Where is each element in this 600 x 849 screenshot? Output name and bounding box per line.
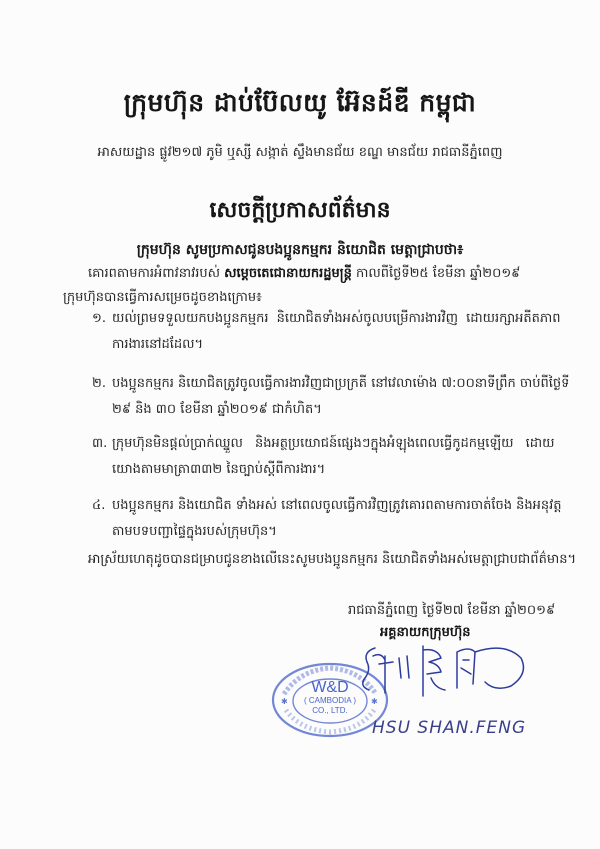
svg-text:✱: ✱ — [371, 697, 378, 706]
list-item-number: ១. — [92, 311, 106, 326]
list-item-line: ក្រុមហ៊ុនមិនផ្តល់ប្រាក់ឈ្នួល និងអត្ថប្រយោជន៍ផ្សេងៗក្នុងអំឡុងពេលធ្វើកូដកម្មឡើយ ដោយ — [112, 436, 555, 451]
list-item-line: បងប្អូនកម្មករ និងយោជិត ទាំងអស់ នៅពេលចូលធ្វើការវិញត្រូវគោរពតាមការចាត់ចែង និងអនុវត្ត — [112, 498, 562, 513]
handwritten-signature — [345, 638, 535, 698]
list-item-line: បងប្អូនកម្មករ និយោជិតត្រូវចូលធ្វើការងារវិញជាប្រក្រតី នៅវេលាម៉ោង ៧:០០នាទីព្រឹក ចាប់ពីថ្ងៃទី — [112, 376, 570, 391]
svg-text:✱: ✱ — [281, 697, 288, 706]
intro-suffix: កាលពីថ្ងៃទី២៥ ខែមីនា ឆ្នាំ២០១៩ — [351, 266, 521, 281]
list-item-line: យល់ព្រមទទួលយកបងប្អូនកម្មករ និយោជិតទាំងអស់ចូលបម្រើការងារវិញ ដោយរក្សាអតីតភាព — [112, 311, 561, 326]
signer-name: HSU SHAN.FENG — [372, 718, 527, 738]
date-line: រាជធានីភ្នំពេញ ថ្ងៃទី២៧ ខែមីនា ឆ្នាំ២០១៩ — [348, 603, 556, 618]
intro-paragraph-line1 — [88, 263, 520, 285]
document-subtitle: ក្រុមហ៊ុន សូមប្រកាសជូនបងប្អូនកម្មករ និយោជិត មេត្តាជ្រាបថា៖ — [136, 242, 464, 258]
intro-bold-name: សម្តេចតេជោនាយករដ្ឋមន្ត្រី — [224, 266, 352, 281]
document-title: សេចក្តីប្រកាសព័ត៌មាន — [209, 198, 391, 223]
list-item-line: តាមបទបញ្ជាផ្ទៃក្នុងរបស់ក្រុមហ៊ុន។ — [112, 524, 277, 539]
signature-icon — [345, 638, 535, 698]
company-title: ក្រុមហ៊ុន ដាប់ប៊ែលយូ អ៊ែនដ៍ឌី កម្ពុជា — [123, 88, 477, 117]
stamp-line3: CO., LTD. — [312, 706, 348, 715]
list-item-number: ៣. — [92, 436, 108, 451]
company-address: អាសយដ្ឋាន ផ្លូវ២១៧ ភូមិ ឬស្សី សង្កាត់ ស្ទឹងមានជ័យ ខណ្ឌ មានជ័យ រាជធានីភ្នំពេញ — [97, 145, 503, 160]
closing-paragraph: អាស្រ័យហេតុដូចបានជម្រាបជូនខាងលើនេះសូមបងប្អូនកម្មករ និយោជិតទាំងអស់មេត្តាជ្រាបជាព័ត៌មាន។ — [88, 552, 577, 567]
list-item-number: ២. — [92, 376, 106, 391]
signer-title: អគ្គនាយកក្រុមហ៊ុន — [380, 625, 471, 640]
intro-prefix: គោរពតាមការអំពាវនាវរបស់ — [88, 266, 225, 281]
list-item-line: ២៩ និង ៣០ ខែមីនា ឆ្នាំ២០១៩ ជាកំហិត។ — [112, 402, 322, 417]
list-item-line: យោងតាមមាត្រា៣៣២ នៃច្បាប់ស្តីពីការងារ។ — [112, 462, 326, 477]
stamp-line1: W&D — [311, 679, 349, 696]
list-item-number: ៤. — [92, 498, 106, 513]
list-item-line: ការងារនៅដដែល។ — [112, 337, 204, 352]
stamp-line2: ( CAMBODIA ) — [303, 696, 356, 705]
intro-paragraph-line2: ក្រុមហ៊ុនបានធ្វើការសម្រេចដូចខាងក្រោម៖ — [63, 290, 262, 305]
